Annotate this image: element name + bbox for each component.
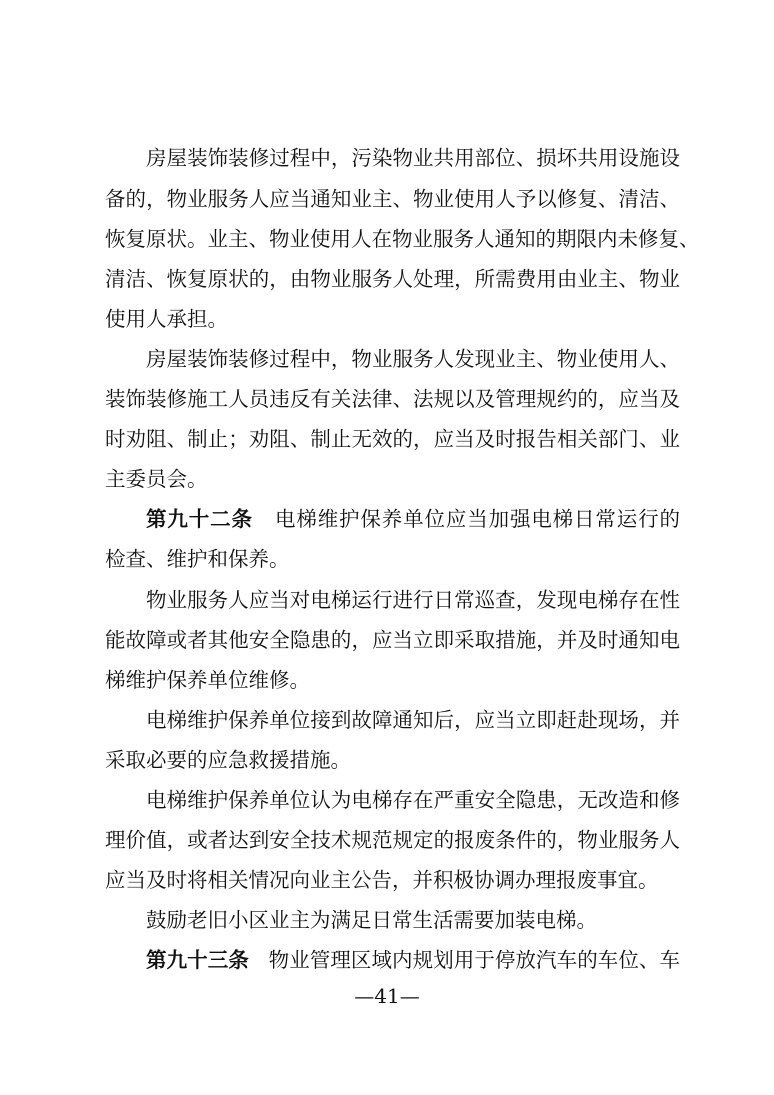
article-line (146, 947, 680, 973)
paragraph-line: 梯维护保养单位维修。 (105, 668, 310, 692)
article-heading: 第九十三条 (146, 948, 249, 972)
paragraph-line: 检查、维护和保养。 (105, 547, 290, 571)
paragraph-line: 使用人承担。 (105, 307, 228, 331)
paragraph-line: 理价值，或者达到安全技术规范规定的报废条件的，物业服务人 (105, 828, 680, 852)
paragraph-line: 应当及时将相关情况向业主公告，并积极协调办理报废事宜。 (105, 868, 659, 892)
paragraph-line: 时劝阻、制止；劝阻、制止无效的，应当及时报告相关部门、业 (105, 427, 680, 451)
paragraph-line: 清洁、恢复原状的，由物业服务人处理，所需费用由业主、物业 (105, 267, 680, 291)
article-line (146, 506, 680, 532)
paragraph-line: 采取必要的应急救援措施。 (105, 748, 351, 772)
paragraph-line: 房屋装饰装修过程中，物业服务人发现业主、物业使用人、 (146, 347, 680, 371)
paragraph-line: 物业服务人应当对电梯运行进行日常巡查，发现电梯存在性 (146, 588, 680, 612)
paragraph-line: 装饰装修施工人员违反有关法律、法规以及管理规约的，应当及 (105, 387, 680, 411)
paragraph-line: 电梯维护保养单位认为电梯存在严重安全隐患，无改造和修 (146, 788, 680, 812)
paragraph-line: 鼓励老旧小区业主为满足日常生活需要加装电梯。 (146, 908, 597, 932)
page-number: —41— (354, 984, 420, 1008)
article-heading: 第九十二条 (146, 507, 253, 531)
paragraph-line: 能故障或者其他安全隐患的，应当立即采取措施，并及时通知电 (105, 628, 680, 652)
paragraph-line: 主委员会。 (105, 467, 208, 491)
article-text: 物业管理区域内规划用于停放汽车的车位、车 (268, 948, 680, 972)
paragraph-line: 房屋装饰装修过程中，污染物业共用部位、损坏共用设施设 (146, 146, 680, 170)
paragraph-line: 备的，物业服务人应当通知业主、物业使用人予以修复、清洁、 (105, 187, 680, 211)
article-text: 电梯维护保养单位应当加强电梯日常运行的 (274, 507, 681, 531)
paragraph-line: 恢复原状。业主、物业使用人在物业服务人通知的期限内未修复、 (105, 227, 700, 251)
paragraph-line: 电梯维护保养单位接到故障通知后，应当立即赶赴现场，并 (146, 708, 680, 732)
